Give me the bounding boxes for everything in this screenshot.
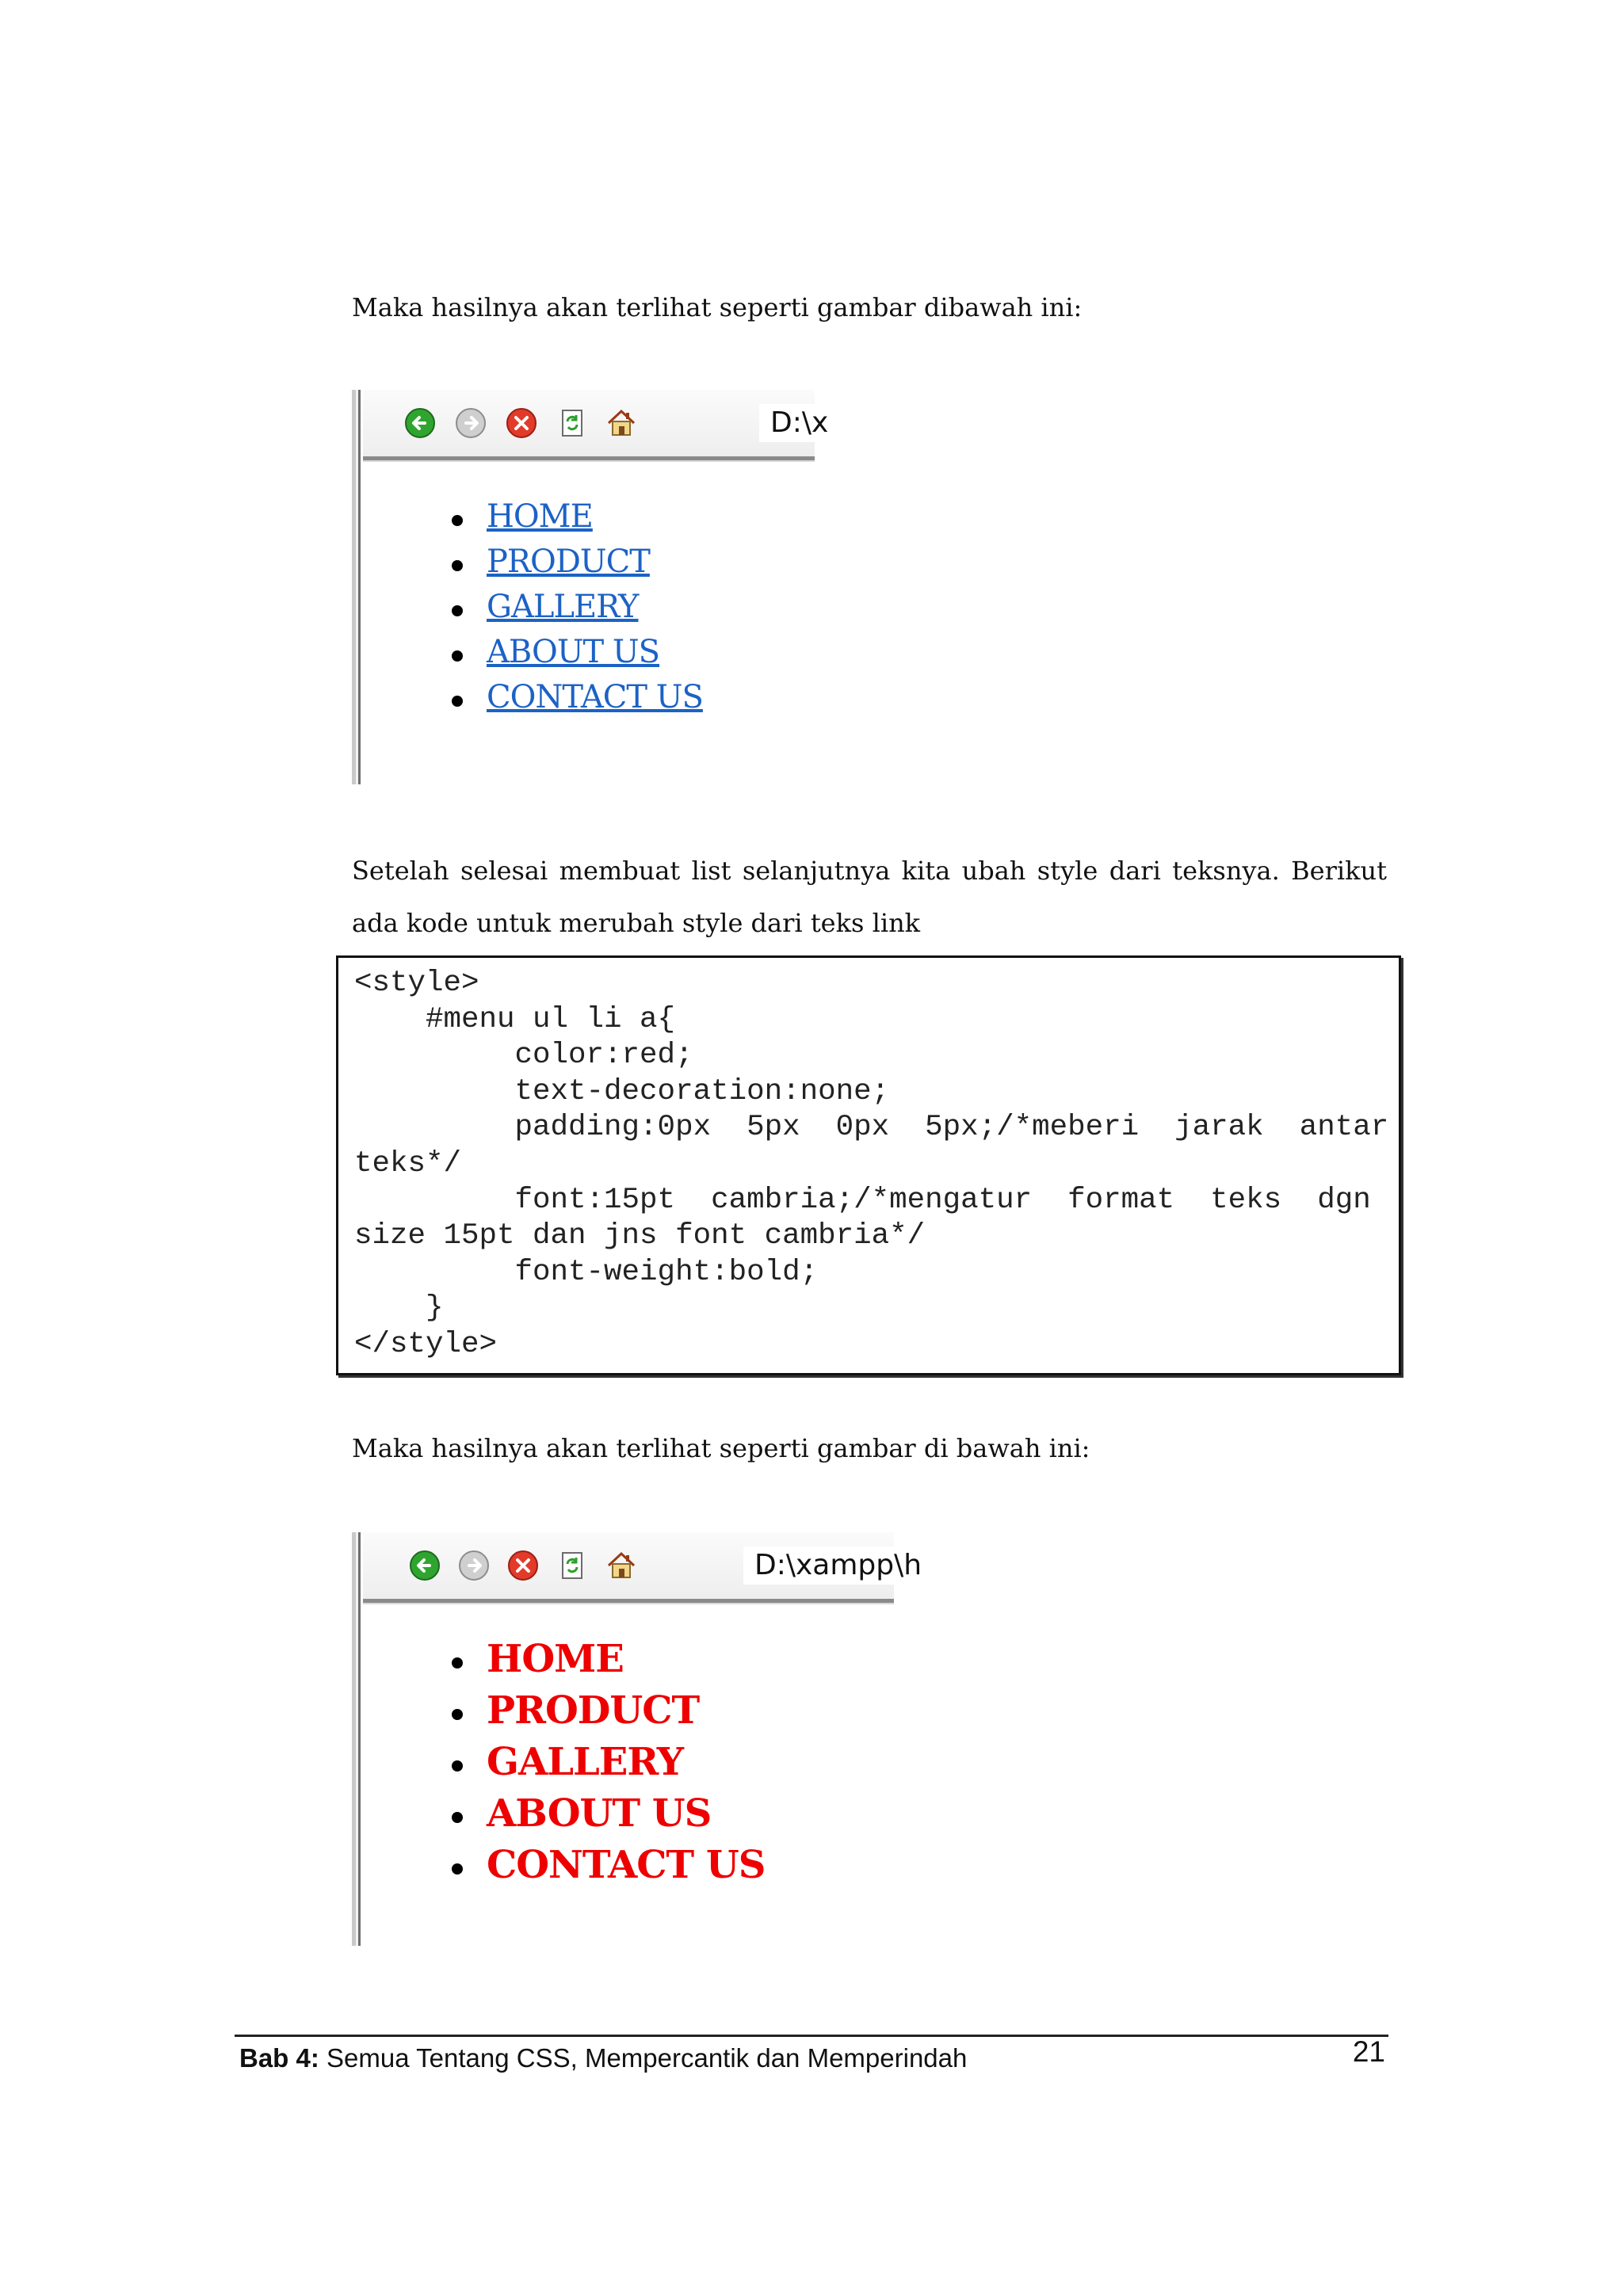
menu-link-home[interactable]: HOME xyxy=(487,1637,624,1681)
refresh-icon[interactable] xyxy=(556,1550,588,1581)
bullet xyxy=(452,1812,463,1823)
list-item xyxy=(487,675,703,720)
code-line: #menu ul li a{ xyxy=(354,1002,676,1036)
window-border xyxy=(352,390,363,784)
menu-link-about-us[interactable]: ABOUT US xyxy=(487,1791,712,1836)
back-icon[interactable] xyxy=(409,1550,441,1581)
menu-link-contact-us[interactable]: CONTACT US xyxy=(487,679,703,715)
body-paragraph-2: Setelah selesai membuat list selanjutnya kita ubah style dari teksnya. Berikut ada kode untuk merubah style dari teks link xyxy=(352,856,1387,938)
bullet xyxy=(452,605,463,616)
bullet xyxy=(452,1760,463,1772)
bullet xyxy=(452,560,463,571)
nav-menu-list xyxy=(487,494,703,720)
code-line: font-weight:bold; xyxy=(354,1255,819,1289)
address-bar[interactable]: D:\x xyxy=(759,404,826,442)
code-line: font:15pt cambria;/*mengatur format teks dgn xyxy=(354,1183,1371,1217)
browser-screenshot-1 xyxy=(352,390,829,784)
forward-icon[interactable] xyxy=(455,407,487,439)
list-item xyxy=(487,1737,765,1788)
code-line: color:red; xyxy=(354,1039,693,1073)
code-line: padding:0px 5px 0px 5px;/*meberi jarak antar xyxy=(354,1111,1389,1145)
list-item xyxy=(487,540,703,585)
browser-screenshot-2 xyxy=(352,1532,922,1946)
window-border xyxy=(352,1532,363,1946)
list-item xyxy=(487,1788,765,1840)
page-number: 21 xyxy=(1352,2035,1385,2068)
footer-chapter xyxy=(239,2041,967,2076)
footer-chapter-label: Bab 4: xyxy=(239,2043,319,2073)
home-icon[interactable] xyxy=(605,1550,637,1581)
bullet xyxy=(452,515,463,526)
list-item xyxy=(487,1685,765,1737)
code-text xyxy=(354,966,1389,1363)
refresh-icon[interactable] xyxy=(556,407,588,439)
menu-link-product[interactable]: PRODUCT xyxy=(487,1688,700,1733)
list-item xyxy=(487,1634,765,1685)
list-item xyxy=(487,585,703,630)
browser-toolbar xyxy=(363,390,829,460)
menu-link-gallery[interactable]: GALLERY xyxy=(487,1740,683,1784)
browser-toolbar xyxy=(363,1532,922,1603)
list-item xyxy=(487,1840,765,1891)
nav-menu-list xyxy=(487,1634,765,1891)
menu-link-about-us[interactable]: ABOUT US xyxy=(487,634,660,670)
code-line: </style> xyxy=(354,1327,498,1361)
code-line: teks*/ xyxy=(354,1146,462,1180)
bullet xyxy=(452,650,463,662)
intro-paragraph-1: Maka hasilnya akan terlihat seperti gambar dibawah ini: xyxy=(352,292,1083,322)
bullet xyxy=(452,696,463,707)
footer-divider xyxy=(235,2035,1388,2037)
code-block xyxy=(336,955,1401,1375)
menu-link-contact-us[interactable]: CONTACT US xyxy=(487,1843,766,1887)
stop-icon[interactable] xyxy=(506,407,537,439)
bullet xyxy=(452,1709,463,1720)
home-icon[interactable] xyxy=(605,407,637,439)
list-item xyxy=(487,630,703,675)
code-line: } xyxy=(354,1291,444,1325)
stop-icon[interactable] xyxy=(507,1550,539,1581)
back-icon[interactable] xyxy=(404,407,436,439)
address-bar[interactable]: D:\xampp\h xyxy=(743,1547,905,1585)
code-line: text-decoration:none; xyxy=(354,1074,890,1108)
bullet xyxy=(452,1657,463,1669)
code-line: <style> xyxy=(354,967,479,1000)
footer-chapter-title: Semua Tentang CSS, Mempercantik dan Memperindah xyxy=(319,2043,968,2073)
menu-link-gallery[interactable]: GALLERY xyxy=(487,589,639,625)
menu-link-product[interactable]: PRODUCT xyxy=(487,543,650,580)
bullet xyxy=(452,1863,463,1875)
menu-link-home[interactable]: HOME xyxy=(487,498,593,535)
code-line: size 15pt dan jns font cambria*/ xyxy=(354,1219,926,1253)
list-item xyxy=(487,494,703,540)
intro-paragraph-3: Maka hasilnya akan terlihat seperti gambar di bawah ini: xyxy=(352,1433,1090,1463)
forward-icon[interactable] xyxy=(458,1550,490,1581)
